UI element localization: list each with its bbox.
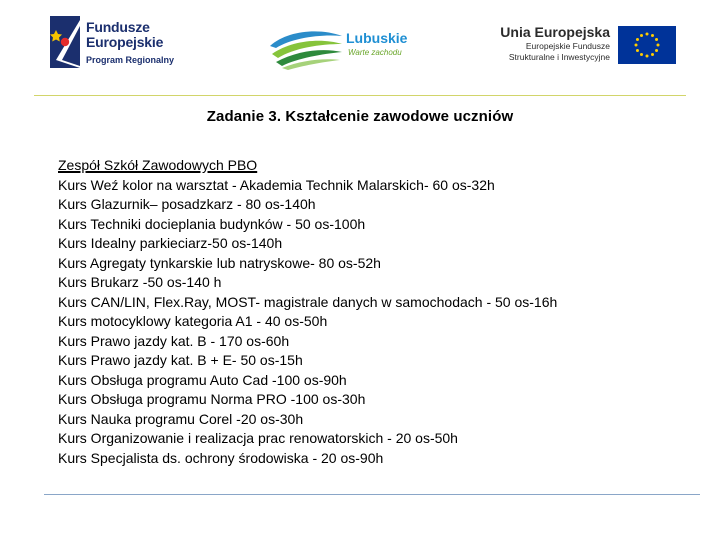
course-item: Kurs Agregaty tynkarskie lub natryskowe- 80 os-52h <box>58 254 381 271</box>
course-item: Kurs motocyklowy kategoria A1 - 40 os-50h <box>58 313 328 329</box>
course-item: Kurs Prawo jazdy kat. B - 170 os-60h <box>58 332 290 349</box>
eu-star <box>651 53 654 56</box>
course-item: Kurs Obsługa programu Norma PRO -100 os-30h <box>58 391 366 407</box>
slide-title: Zadanie 3. Kształcenie zawodowe uczniów <box>206 108 514 125</box>
eu-star <box>640 53 643 56</box>
eu-star <box>651 34 654 37</box>
course-item: Kurs Nauka programu Corel -20 os-30h <box>58 410 304 427</box>
fe-line1: Fundusze <box>86 19 150 35</box>
fe-line3: Program Regionalny <box>86 55 175 65</box>
eu-star <box>636 38 639 41</box>
top-divider <box>34 95 686 96</box>
ue-sub1: Europejskie Fundusze <box>525 41 610 51</box>
course-item: Kurs CAN/LIN, Flex.Ray, MOST- magistrale danych w samochodach - 50 os-16h <box>58 293 558 310</box>
bottom-divider <box>44 494 700 495</box>
course-item: Kurs Techniki docieplania budynków - 50 os-100h <box>58 215 366 232</box>
course-item: Kurs Organizowanie i realizacja prac renowatorskich - 20 os-50h <box>58 430 458 446</box>
course-item: Kurs Idealny parkieciarz-50 os-140h <box>58 235 283 251</box>
eu-flag-icon <box>618 26 676 64</box>
ue-sub2: Strukturalne i Inwestycyjne <box>508 52 610 62</box>
lubuskie-tagline: Warte zachodu <box>348 48 402 57</box>
eu-star <box>655 49 658 52</box>
eu-star <box>640 34 643 37</box>
course-item: Kurs Prawo jazdy kat. B + E- 50 os-15h <box>58 352 303 368</box>
school-name: Zespół Szkół Zawodowych PBO <box>58 157 258 173</box>
fundusze-europejskie-logo <box>50 16 190 72</box>
eu-star <box>655 38 658 41</box>
fe-line2: Europejskie <box>86 34 164 50</box>
logo-bar <box>0 0 720 92</box>
eu-star <box>657 44 660 47</box>
course-item: Kurs Glazurnik– posadzkarz - 80 os-140h <box>58 196 316 212</box>
course-item: Kurs Specjalista ds. ochrony środowiska - 20 os-90h <box>58 449 384 466</box>
course-item: Kurs Weź kolor na warsztat - Akademia Technik Malarskich- 60 os-32h <box>58 176 495 193</box>
eu-star <box>646 55 649 58</box>
lubuskie-name: Lubuskie <box>346 30 408 46</box>
unia-europejska-logo <box>486 24 676 70</box>
lubuskie-waves-icon <box>268 24 344 70</box>
lubuskie-logo <box>268 24 418 72</box>
fundusze-europejskie-star-icon <box>50 16 80 68</box>
ue-title: Unia Europejska <box>500 24 610 40</box>
eu-star <box>636 49 639 52</box>
eu-star <box>635 44 638 47</box>
eu-star <box>646 33 649 36</box>
course-list <box>58 156 698 468</box>
course-item: Kurs Brukarz -50 os-140 h <box>58 274 222 290</box>
courses <box>58 176 698 469</box>
course-item: Kurs Obsługa programu Auto Cad -100 os-90h <box>58 371 347 388</box>
